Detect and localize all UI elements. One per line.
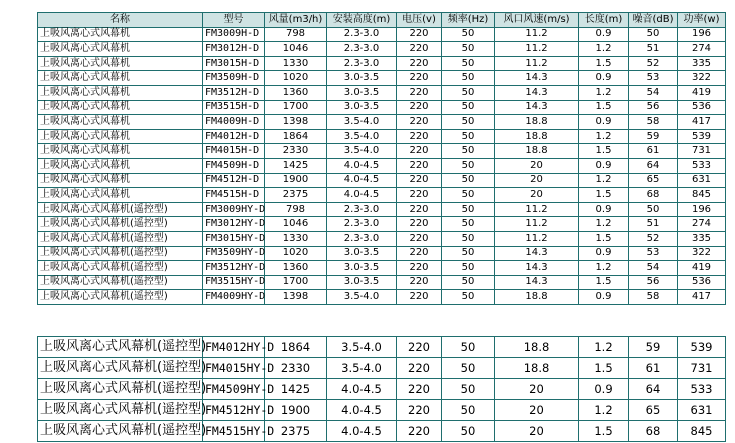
cell-install-height: 2.3-3.0: [327, 217, 397, 232]
cell-voltage: 220: [397, 421, 442, 442]
cell-install-height: 3.0-3.5: [327, 275, 397, 290]
cell-model: FM3015HY-D: [203, 231, 265, 246]
cell-airflow: 1900: [265, 400, 327, 421]
cell-airflow: 1046: [265, 217, 327, 232]
table-row: [38, 231, 726, 246]
table-row: [38, 115, 726, 130]
table-row: [38, 85, 726, 100]
cell-frequency: 50: [442, 217, 495, 232]
cell-airflow: 2375: [265, 188, 327, 203]
cell-model: FM4509HY-D: [203, 379, 265, 400]
header-power: 功率(w): [678, 13, 726, 28]
cell-outlet-speed: 14.3: [495, 261, 579, 276]
cell-length: 0.9: [579, 158, 629, 173]
cell-power: 274: [678, 42, 726, 57]
cell-name: 上吸风离心式风幕机(遥控型): [38, 261, 203, 276]
header-frequency: 频率(Hz): [442, 13, 495, 28]
cell-voltage: 220: [397, 115, 442, 130]
cell-name: 上吸风离心式风幕机(遥控型): [38, 231, 203, 246]
cell-length: 1.5: [579, 144, 629, 159]
cell-length: 1.5: [579, 275, 629, 290]
cell-model: FM3512HY-D: [203, 261, 265, 276]
cell-install-height: 4.0-4.5: [327, 400, 397, 421]
cell-install-height: 4.0-4.5: [327, 158, 397, 173]
cell-voltage: 220: [397, 275, 442, 290]
cell-outlet-speed: 18.8: [495, 337, 579, 358]
cell-install-height: 3.5-4.0: [327, 290, 397, 305]
cell-voltage: 220: [397, 42, 442, 57]
cell-noise: 56: [629, 275, 678, 290]
cell-power: 322: [678, 71, 726, 86]
cell-outlet-speed: 18.8: [495, 144, 579, 159]
cell-install-height: 3.5-4.0: [327, 358, 397, 379]
cell-outlet-speed: 14.3: [495, 71, 579, 86]
cell-install-height: 4.0-4.5: [327, 173, 397, 188]
cell-power: 731: [678, 144, 726, 159]
header-length: 长度(m): [579, 13, 629, 28]
cell-airflow: 2330: [265, 358, 327, 379]
cell-frequency: 50: [442, 144, 495, 159]
cell-frequency: 50: [442, 42, 495, 57]
cell-airflow: 1330: [265, 56, 327, 71]
cell-outlet-speed: 20: [495, 379, 579, 400]
cell-frequency: 50: [442, 100, 495, 115]
table-row: [38, 400, 726, 421]
cell-length: 1.2: [579, 173, 629, 188]
cell-noise: 51: [629, 217, 678, 232]
header-outlet-speed: 风口风速(m/s): [495, 13, 579, 28]
table-row: [38, 129, 726, 144]
cell-length: 0.9: [579, 202, 629, 217]
cell-model: FM4012H-D: [203, 129, 265, 144]
cell-model: FM3509HY-D: [203, 246, 265, 261]
cell-voltage: 220: [397, 100, 442, 115]
cell-frequency: 50: [442, 421, 495, 442]
cell-length: 1.5: [579, 56, 629, 71]
cell-model: FM4512HY-D: [203, 400, 265, 421]
cell-power: 536: [678, 100, 726, 115]
cell-power: 845: [678, 188, 726, 203]
cell-outlet-speed: 11.2: [495, 202, 579, 217]
cell-length: 1.2: [579, 261, 629, 276]
cell-model: FM3509H-D: [203, 71, 265, 86]
cell-frequency: 50: [442, 129, 495, 144]
cell-length: 1.2: [579, 42, 629, 57]
cell-airflow: 1360: [265, 261, 327, 276]
cell-name: 上吸风离心式风幕机: [38, 100, 203, 115]
table-row: [38, 27, 726, 42]
table-row: [38, 144, 726, 159]
table-row: [38, 42, 726, 57]
cell-power: 631: [678, 173, 726, 188]
cell-voltage: 220: [397, 337, 442, 358]
cell-noise: 64: [629, 379, 678, 400]
cell-voltage: 220: [397, 261, 442, 276]
cell-name: 上吸风离心式风幕机: [38, 129, 203, 144]
cell-outlet-speed: 18.8: [495, 115, 579, 130]
cell-name: 上吸风离心式风幕机(遥控型): [38, 358, 203, 379]
cell-name: 上吸风离心式风幕机(遥控型): [38, 202, 203, 217]
cell-voltage: 220: [397, 173, 442, 188]
cell-length: 1.2: [579, 337, 629, 358]
cell-length: 1.5: [579, 358, 629, 379]
spec-table-top: [37, 12, 726, 305]
cell-name: 上吸风离心式风幕机: [38, 56, 203, 71]
cell-outlet-speed: 18.8: [495, 358, 579, 379]
table-row: [38, 56, 726, 71]
cell-name: 上吸风离心式风幕机(遥控型): [38, 337, 203, 358]
cell-install-height: 3.0-3.5: [327, 261, 397, 276]
cell-model: FM4512H-D: [203, 173, 265, 188]
cell-model: FM4009HY-D: [203, 290, 265, 305]
cell-voltage: 220: [397, 158, 442, 173]
cell-outlet-speed: 14.3: [495, 275, 579, 290]
cell-model: FM4015HY-D: [203, 358, 265, 379]
cell-length: 1.2: [579, 400, 629, 421]
table-row: [38, 379, 726, 400]
cell-frequency: 50: [442, 290, 495, 305]
cell-voltage: 220: [397, 246, 442, 261]
cell-power: 335: [678, 231, 726, 246]
cell-noise: 64: [629, 158, 678, 173]
cell-frequency: 50: [442, 173, 495, 188]
cell-model: FM3015H-D: [203, 56, 265, 71]
cell-power: 419: [678, 261, 726, 276]
cell-voltage: 220: [397, 71, 442, 86]
cell-length: 0.9: [579, 27, 629, 42]
cell-outlet-speed: 14.3: [495, 85, 579, 100]
cell-voltage: 220: [397, 400, 442, 421]
cell-airflow: 1330: [265, 231, 327, 246]
cell-power: 274: [678, 217, 726, 232]
table-row: [38, 158, 726, 173]
cell-noise: 59: [629, 337, 678, 358]
table-row: [38, 173, 726, 188]
cell-install-height: 3.0-3.5: [327, 71, 397, 86]
cell-power: 731: [678, 358, 726, 379]
cell-frequency: 50: [442, 27, 495, 42]
cell-name: 上吸风离心式风幕机: [38, 71, 203, 86]
cell-install-height: 2.3-3.0: [327, 42, 397, 57]
cell-frequency: 50: [442, 337, 495, 358]
cell-voltage: 220: [397, 56, 442, 71]
cell-noise: 68: [629, 188, 678, 203]
cell-frequency: 50: [442, 85, 495, 100]
cell-outlet-speed: 18.8: [495, 290, 579, 305]
cell-frequency: 50: [442, 188, 495, 203]
cell-length: 0.9: [579, 115, 629, 130]
cell-power: 322: [678, 246, 726, 261]
cell-length: 1.2: [579, 85, 629, 100]
cell-airflow: 1864: [265, 129, 327, 144]
header-install-height: 安装高度(m): [327, 13, 397, 28]
cell-name: 上吸风离心式风幕机(遥控型): [38, 246, 203, 261]
table-row: [38, 202, 726, 217]
cell-model: FM4015H-D: [203, 144, 265, 159]
cell-name: 上吸风离心式风幕机(遥控型): [38, 217, 203, 232]
cell-power: 196: [678, 202, 726, 217]
cell-install-height: 4.0-4.5: [327, 379, 397, 400]
header-name: 名称: [38, 13, 203, 28]
cell-voltage: 220: [397, 85, 442, 100]
cell-noise: 58: [629, 290, 678, 305]
cell-noise: 58: [629, 115, 678, 130]
cell-model: FM3012HY-D: [203, 217, 265, 232]
cell-power: 536: [678, 275, 726, 290]
cell-outlet-speed: 14.3: [495, 246, 579, 261]
cell-voltage: 220: [397, 144, 442, 159]
cell-voltage: 220: [397, 217, 442, 232]
table-row: [38, 358, 726, 379]
cell-model: FM4012HY-D: [203, 337, 265, 358]
table-row: [38, 275, 726, 290]
cell-length: 0.9: [579, 246, 629, 261]
cell-voltage: 220: [397, 27, 442, 42]
table-row: [38, 188, 726, 203]
cell-noise: 52: [629, 56, 678, 71]
table-row: [38, 290, 726, 305]
table-row: [38, 421, 726, 442]
cell-name: 上吸风离心式风幕机: [38, 158, 203, 173]
cell-airflow: 1900: [265, 173, 327, 188]
cell-name: 上吸风离心式风幕机(遥控型): [38, 379, 203, 400]
cell-outlet-speed: 11.2: [495, 27, 579, 42]
cell-length: 1.5: [579, 231, 629, 246]
cell-model: FM4509H-D: [203, 158, 265, 173]
cell-length: 1.5: [579, 421, 629, 442]
cell-length: 1.5: [579, 100, 629, 115]
cell-noise: 61: [629, 144, 678, 159]
cell-noise: 52: [629, 231, 678, 246]
cell-airflow: 2330: [265, 144, 327, 159]
cell-outlet-speed: 20: [495, 188, 579, 203]
cell-noise: 50: [629, 202, 678, 217]
cell-noise: 65: [629, 173, 678, 188]
cell-noise: 54: [629, 85, 678, 100]
cell-airflow: 1360: [265, 85, 327, 100]
cell-noise: 50: [629, 27, 678, 42]
cell-voltage: 220: [397, 202, 442, 217]
cell-frequency: 50: [442, 261, 495, 276]
cell-airflow: 1020: [265, 246, 327, 261]
cell-install-height: 3.5-4.0: [327, 129, 397, 144]
cell-name: 上吸风离心式风幕机: [38, 144, 203, 159]
cell-name: 上吸风离心式风幕机: [38, 27, 203, 42]
cell-noise: 59: [629, 129, 678, 144]
cell-install-height: 3.0-3.5: [327, 100, 397, 115]
cell-outlet-speed: 20: [495, 421, 579, 442]
cell-power: 417: [678, 290, 726, 305]
cell-length: 0.9: [579, 71, 629, 86]
cell-frequency: 50: [442, 71, 495, 86]
cell-install-height: 2.3-3.0: [327, 27, 397, 42]
cell-outlet-speed: 11.2: [495, 217, 579, 232]
cell-frequency: 50: [442, 358, 495, 379]
cell-voltage: 220: [397, 129, 442, 144]
spec-table-bottom: [37, 336, 726, 442]
cell-model: FM3012H-D: [203, 42, 265, 57]
cell-airflow: 1046: [265, 42, 327, 57]
table-row: [38, 100, 726, 115]
table-row: [38, 261, 726, 276]
cell-airflow: 1425: [265, 158, 327, 173]
cell-power: 539: [678, 337, 726, 358]
cell-model: FM3515HY-D: [203, 275, 265, 290]
cell-outlet-speed: 20: [495, 173, 579, 188]
cell-power: 533: [678, 158, 726, 173]
cell-install-height: 4.0-4.5: [327, 421, 397, 442]
cell-airflow: 1864: [265, 337, 327, 358]
cell-frequency: 50: [442, 379, 495, 400]
cell-power: 335: [678, 56, 726, 71]
cell-voltage: 220: [397, 290, 442, 305]
cell-power: 845: [678, 421, 726, 442]
cell-frequency: 50: [442, 400, 495, 421]
cell-airflow: 1425: [265, 379, 327, 400]
cell-power: 533: [678, 379, 726, 400]
cell-install-height: 4.0-4.5: [327, 188, 397, 203]
cell-power: 539: [678, 129, 726, 144]
header-voltage: 电压(v): [397, 13, 442, 28]
cell-airflow: 1020: [265, 71, 327, 86]
cell-frequency: 50: [442, 246, 495, 261]
cell-install-height: 2.3-3.0: [327, 56, 397, 71]
cell-noise: 53: [629, 246, 678, 261]
cell-outlet-speed: 20: [495, 158, 579, 173]
header-airflow: 风量(m3/h): [265, 13, 327, 28]
cell-airflow: 798: [265, 202, 327, 217]
cell-airflow: 1398: [265, 290, 327, 305]
cell-voltage: 220: [397, 358, 442, 379]
table-row: [38, 337, 726, 358]
cell-model: FM3009HY-D: [203, 202, 265, 217]
cell-name: 上吸风离心式风幕机(遥控型): [38, 290, 203, 305]
cell-length: 1.2: [579, 217, 629, 232]
cell-name: 上吸风离心式风幕机(遥控型): [38, 275, 203, 290]
cell-frequency: 50: [442, 231, 495, 246]
cell-install-height: 3.5-4.0: [327, 115, 397, 130]
cell-model: FM4009H-D: [203, 115, 265, 130]
cell-power: 631: [678, 400, 726, 421]
cell-name: 上吸风离心式风幕机: [38, 85, 203, 100]
cell-outlet-speed: 20: [495, 400, 579, 421]
cell-install-height: 2.3-3.0: [327, 231, 397, 246]
cell-noise: 53: [629, 71, 678, 86]
cell-frequency: 50: [442, 202, 495, 217]
header-noise: 噪音(dB): [629, 13, 678, 28]
cell-model: FM4515HY-D: [203, 421, 265, 442]
cell-frequency: 50: [442, 275, 495, 290]
cell-install-height: 3.5-4.0: [327, 144, 397, 159]
cell-install-height: 3.0-3.5: [327, 85, 397, 100]
cell-length: 0.9: [579, 290, 629, 305]
cell-install-height: 3.5-4.0: [327, 337, 397, 358]
header-model: 型号: [203, 13, 265, 28]
cell-voltage: 220: [397, 188, 442, 203]
cell-noise: 54: [629, 261, 678, 276]
cell-frequency: 50: [442, 115, 495, 130]
header-row: [38, 13, 726, 28]
cell-outlet-speed: 11.2: [495, 42, 579, 57]
cell-power: 419: [678, 85, 726, 100]
table-row: [38, 246, 726, 261]
table-row: [38, 71, 726, 86]
cell-length: 0.9: [579, 379, 629, 400]
cell-model: FM3009H-D: [203, 27, 265, 42]
cell-voltage: 220: [397, 231, 442, 246]
cell-model: FM3515H-D: [203, 100, 265, 115]
cell-name: 上吸风离心式风幕机: [38, 173, 203, 188]
cell-name: 上吸风离心式风幕机(遥控型): [38, 400, 203, 421]
cell-noise: 56: [629, 100, 678, 115]
cell-install-height: 2.3-3.0: [327, 202, 397, 217]
cell-airflow: 1398: [265, 115, 327, 130]
cell-model: FM3512H-D: [203, 85, 265, 100]
cell-frequency: 50: [442, 158, 495, 173]
cell-outlet-speed: 11.2: [495, 231, 579, 246]
cell-power: 417: [678, 115, 726, 130]
cell-name: 上吸风离心式风幕机: [38, 188, 203, 203]
cell-name: 上吸风离心式风幕机: [38, 42, 203, 57]
cell-outlet-speed: 11.2: [495, 56, 579, 71]
cell-power: 196: [678, 27, 726, 42]
cell-airflow: 1700: [265, 100, 327, 115]
cell-noise: 61: [629, 358, 678, 379]
table-row: [38, 217, 726, 232]
cell-outlet-speed: 18.8: [495, 129, 579, 144]
cell-frequency: 50: [442, 56, 495, 71]
cell-airflow: 798: [265, 27, 327, 42]
cell-install-height: 3.0-3.5: [327, 246, 397, 261]
cell-airflow: 2375: [265, 421, 327, 442]
cell-model: FM4515H-D: [203, 188, 265, 203]
cell-noise: 65: [629, 400, 678, 421]
cell-airflow: 1700: [265, 275, 327, 290]
cell-length: 1.5: [579, 188, 629, 203]
cell-length: 1.2: [579, 129, 629, 144]
cell-outlet-speed: 14.3: [495, 100, 579, 115]
cell-noise: 51: [629, 42, 678, 57]
cell-noise: 68: [629, 421, 678, 442]
cell-name: 上吸风离心式风幕机(遥控型): [38, 421, 203, 442]
cell-name: 上吸风离心式风幕机: [38, 115, 203, 130]
cell-voltage: 220: [397, 379, 442, 400]
